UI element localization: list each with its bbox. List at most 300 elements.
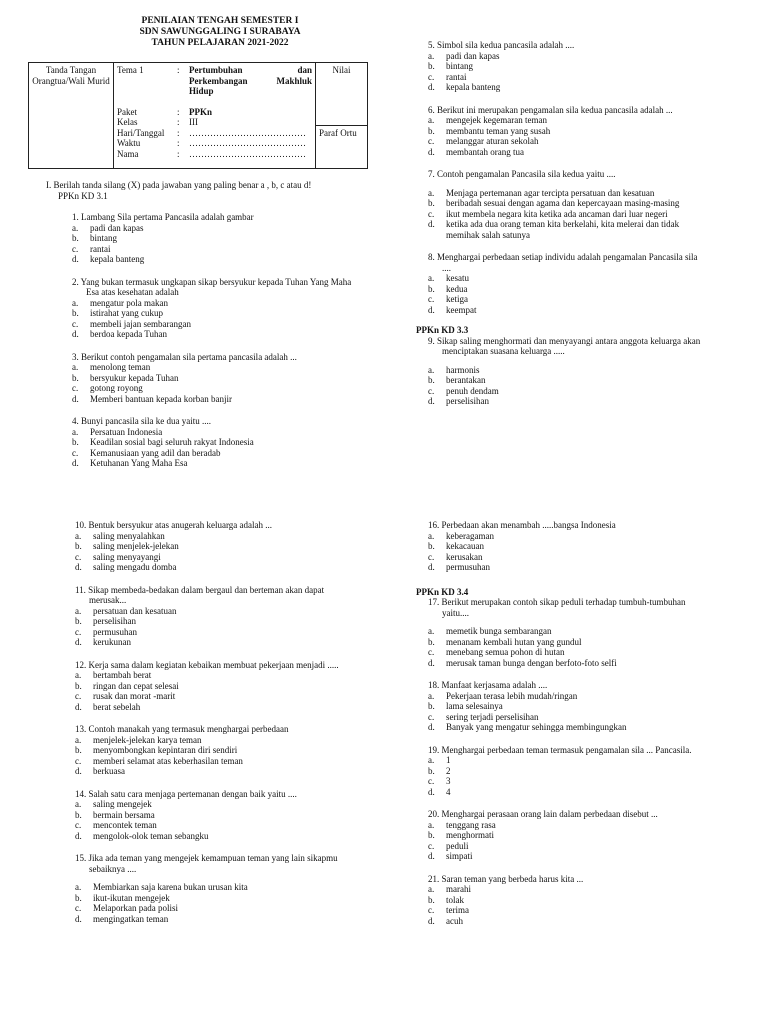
question-text: 8. Menghargai perbedaan setiap individu adalah pengamalan Pancasila sila .... — [428, 252, 698, 273]
question-text: 7. Contoh pengamalan Pancasila sila kedua yaitu .... — [428, 169, 616, 179]
question-text: 1. Lambang Sila pertama Pancasila adalah gambar — [72, 212, 254, 222]
exam-details-cell — [114, 63, 316, 169]
answer-option[interactable] — [75, 799, 363, 810]
answer-option[interactable] — [72, 254, 360, 265]
option-letter: d. — [428, 82, 435, 92]
colon: : — [177, 138, 180, 148]
option-letter: a. — [428, 755, 435, 765]
option-letter: d. — [428, 396, 435, 406]
option-letter: c. — [72, 318, 79, 329]
option-letter: b. — [72, 233, 79, 243]
option-text: permusuhan — [93, 626, 137, 637]
question-text: 12. Kerja sama dalam kegiatan kebaikan membuat pekerjaan menjadi ..... — [75, 659, 339, 670]
option-text: berat sebelah — [93, 701, 141, 712]
answer-option[interactable] — [75, 766, 363, 777]
option-text: persatuan dan kesatuan — [93, 605, 177, 616]
answer-option[interactable] — [72, 362, 360, 373]
option-text: tenggang rasa — [446, 819, 496, 830]
option-letter: b. — [72, 437, 79, 447]
answer-options — [416, 626, 706, 668]
option-text: harmonis — [446, 364, 480, 375]
option-text: perselisihan — [446, 396, 489, 406]
option-text: marahi — [446, 884, 471, 894]
option-letter: d. — [72, 329, 79, 339]
instructions — [46, 180, 376, 201]
header-year: TAHUN PELAJARAN 2021-2022 — [151, 38, 289, 48]
option-letter: b. — [428, 125, 435, 136]
question-item — [60, 416, 360, 469]
kd34-label: PPKn KD 3.4 — [416, 586, 469, 597]
answer-option[interactable] — [428, 562, 706, 573]
answer-option[interactable] — [428, 531, 706, 542]
option-letter: c. — [428, 294, 435, 304]
option-text: berantakan — [446, 375, 486, 385]
answer-option[interactable] — [428, 284, 706, 295]
option-letter: c. — [428, 208, 435, 219]
answer-option[interactable] — [75, 893, 363, 904]
identity-table — [28, 62, 368, 169]
answer-option[interactable] — [428, 386, 706, 397]
answer-option[interactable] — [428, 916, 706, 927]
option-text: bertambah berat — [93, 670, 152, 680]
question-item — [416, 336, 706, 407]
question-text: 6. Berikut ini merupakan pengamalan sila kedua pancasila adalah ... — [428, 104, 673, 115]
paraf-label: Paraf Ortu — [319, 128, 357, 138]
option-text: mengatur pola makan — [90, 297, 168, 308]
instruction-text: I. Berilah tanda silang (X) pada jawaban yang paling benar a , b, c atau d! — [46, 180, 312, 190]
answer-option[interactable] — [72, 373, 360, 384]
answer-option[interactable] — [428, 884, 706, 895]
option-text: Keadilan sosial bagi seluruh rakyat Indonesia — [90, 437, 254, 447]
option-text: 2 — [446, 765, 451, 776]
answer-option[interactable] — [428, 188, 706, 199]
option-letter: b. — [428, 283, 435, 294]
answer-option[interactable] — [428, 766, 706, 777]
option-text: Melaporkan pada polisi — [93, 903, 178, 913]
question-text: 9. Sikap saling menghormati dan menyayangi antara anggota keluarga akan menciptakan suasana keluarga ..... — [428, 335, 701, 356]
answer-option[interactable] — [75, 541, 363, 552]
option-text: simpati — [446, 851, 473, 861]
answer-option[interactable] — [75, 810, 363, 821]
option-text: peduli — [446, 840, 469, 851]
option-text: membantah orang tua — [446, 146, 524, 157]
option-letter: a. — [75, 882, 82, 892]
answer-option[interactable] — [75, 756, 363, 767]
option-letter: b. — [428, 765, 435, 776]
answer-option[interactable] — [428, 895, 706, 906]
option-letter: a. — [72, 297, 79, 308]
header-title: PENILAIAN TENGAH SEMESTER I — [141, 16, 299, 26]
answer-option[interactable] — [428, 198, 706, 209]
hari-key: Hari/Tanggal — [117, 127, 165, 138]
answer-option[interactable] — [428, 115, 706, 126]
option-text: Membiarkan saja karena bukan urusan kita — [93, 882, 248, 892]
question-item — [416, 40, 706, 93]
answer-option[interactable] — [75, 681, 363, 692]
answer-option[interactable] — [428, 712, 706, 723]
option-text: merusak taman bunga dengan berfoto-foto selfi — [446, 657, 617, 668]
left-column-bottom — [63, 520, 363, 924]
option-text: tolak — [446, 894, 464, 905]
option-text: menghormati — [446, 830, 494, 840]
option-letter: a. — [428, 273, 435, 283]
paket-key: Paket — [117, 106, 137, 117]
option-letter: b. — [428, 61, 435, 71]
answer-option[interactable] — [428, 776, 706, 787]
question-item — [63, 853, 363, 924]
answer-option[interactable] — [428, 658, 706, 669]
question-text: 20. Menghargai perasaan orang lain dalam perbedaan disebut ... — [428, 809, 658, 819]
option-text: menebang semua pohon di hutan — [446, 647, 565, 657]
option-text: berdoa kepada Tuhan — [90, 329, 167, 339]
option-text: mengolok-olok teman sebangku — [93, 830, 209, 841]
answer-options — [63, 735, 363, 777]
option-text: kedua — [446, 283, 468, 294]
option-text: kepala banteng — [90, 254, 145, 264]
option-letter: c. — [75, 755, 82, 766]
option-letter: c. — [428, 840, 435, 851]
option-letter: d. — [75, 637, 82, 647]
option-letter: a. — [75, 605, 82, 616]
option-text: 1 — [446, 755, 451, 765]
question-item — [63, 724, 363, 777]
option-letter: c. — [428, 905, 435, 915]
option-text: lama selesainya — [446, 701, 503, 711]
hari-value[interactable]: ………………………………… — [189, 127, 306, 138]
answer-option[interactable] — [72, 448, 360, 459]
option-text: 4 — [446, 786, 451, 797]
answer-option[interactable] — [75, 702, 363, 713]
answer-option[interactable] — [428, 294, 706, 305]
answer-options — [416, 820, 706, 862]
question-item — [416, 597, 706, 668]
option-text: ketika ada dua orang teman kita berkelahi, kita melerai dan tidak memihak salah satunya — [446, 219, 680, 240]
answer-option[interactable] — [428, 701, 706, 712]
option-text: menolong teman — [90, 362, 151, 372]
option-text: keberagaman — [446, 530, 494, 541]
option-letter: a. — [428, 530, 435, 541]
option-text: membantu teman yang susah — [446, 125, 551, 136]
question-item — [63, 520, 363, 573]
option-letter: c. — [75, 903, 82, 913]
option-letter: d. — [428, 786, 435, 797]
answer-option[interactable] — [428, 820, 706, 831]
question-text: 13. Contoh manakah yang termasuk menghargai perbedaan — [75, 724, 289, 734]
option-letter: a. — [428, 115, 435, 125]
option-text: mengingatkan teman — [93, 913, 169, 924]
option-text: kerukunan — [93, 637, 131, 647]
answer-options — [63, 882, 363, 924]
answer-option[interactable] — [72, 308, 360, 319]
option-letter: a. — [75, 530, 82, 541]
question-item — [60, 352, 360, 405]
answer-option[interactable] — [72, 319, 360, 330]
option-text: keempat — [446, 304, 477, 315]
option-letter: a. — [428, 819, 435, 830]
answer-option[interactable] — [75, 903, 363, 914]
option-text: bintang — [90, 233, 117, 243]
answer-option[interactable] — [428, 305, 706, 316]
answer-option[interactable] — [75, 616, 363, 627]
option-letter: a. — [72, 426, 79, 437]
answer-options — [60, 298, 360, 340]
question-text: 21. Saran teman yang berbeda harus kita ... — [428, 873, 584, 884]
option-letter: c. — [428, 776, 435, 786]
answer-option[interactable] — [428, 787, 706, 798]
answer-option[interactable] — [428, 755, 706, 766]
option-text: permusuhan — [446, 562, 490, 572]
option-text: rantai — [90, 243, 111, 254]
option-letter: c. — [428, 551, 435, 562]
option-letter: c. — [72, 383, 79, 393]
answer-option[interactable] — [75, 627, 363, 638]
answer-options — [416, 51, 706, 93]
option-letter: c. — [72, 243, 79, 254]
answer-option[interactable] — [428, 905, 706, 916]
option-letter: b. — [75, 892, 82, 903]
option-letter: c. — [428, 711, 435, 722]
option-text: Menjaga pertemanan agar tercipta persatuan dan kesatuan — [446, 187, 655, 198]
option-text: acuh — [446, 915, 463, 926]
answer-option[interactable] — [75, 745, 363, 756]
option-letter: b. — [428, 894, 435, 905]
answer-option[interactable] — [75, 637, 363, 648]
option-text: kerusakan — [446, 551, 483, 562]
answer-option[interactable] — [72, 394, 360, 405]
option-text: Kemanusiaan yang adil dan beradab — [90, 447, 221, 458]
option-text: kepala banteng — [446, 82, 501, 92]
option-letter: c. — [72, 447, 79, 458]
question-item — [416, 680, 706, 733]
option-text: berkuasa — [93, 766, 125, 776]
answer-option[interactable] — [428, 541, 706, 552]
answer-option[interactable] — [428, 365, 706, 376]
option-text: 3 — [446, 776, 451, 786]
answer-option[interactable] — [75, 831, 363, 842]
answer-option[interactable] — [72, 383, 360, 394]
option-text: istirahat yang cukup — [90, 308, 163, 318]
answer-options — [63, 606, 363, 648]
right-column-bottom — [416, 520, 706, 926]
answer-option[interactable] — [72, 437, 360, 448]
option-text: bintang — [446, 61, 473, 71]
option-text: sering terjadi perselisihan — [446, 711, 539, 722]
answer-option[interactable] — [75, 735, 363, 746]
answer-option[interactable] — [428, 82, 706, 93]
question-item — [416, 252, 706, 315]
left-column-top — [60, 212, 360, 469]
answer-options — [60, 362, 360, 404]
option-letter: c. — [75, 820, 82, 830]
option-text: saling mengadu domba — [93, 562, 177, 572]
kd33-label: PPKn KD 3.3 — [416, 325, 469, 335]
option-letter: d. — [428, 562, 435, 572]
header-school: SDN SAWUNGGALING I SURABAYA — [139, 27, 301, 37]
option-letter: d. — [75, 830, 82, 841]
question-text: 17. Berikut merupakan contoh sikap peduli terhadap tumbuh-tumbuhan yaitu.... — [428, 597, 686, 618]
option-letter: b. — [72, 372, 79, 383]
option-letter: d. — [428, 304, 435, 315]
option-letter: b. — [428, 375, 435, 385]
kd31-label: PPKn KD 3.1 — [58, 190, 108, 201]
answer-option[interactable] — [75, 562, 363, 573]
question-text: 18. Manfaat kerjasama adalah .... — [428, 680, 548, 690]
answer-option[interactable] — [75, 670, 363, 681]
question-text: 3. Berikut contoh pengamalan sila pertama pancasila adalah ... — [72, 351, 297, 362]
nama-value[interactable]: ………………………………… — [189, 148, 306, 159]
answer-option[interactable] — [75, 531, 363, 542]
answer-option[interactable] — [428, 72, 706, 83]
option-letter: d. — [428, 146, 435, 157]
answer-option[interactable] — [428, 61, 706, 72]
option-letter: b. — [72, 308, 79, 318]
answer-option[interactable] — [428, 851, 706, 862]
question-text: 11. Sikap membeda-bedakan dalam bergaul dan berteman akan dapat merusak... — [75, 584, 325, 605]
option-letter: d. — [72, 458, 79, 468]
paraf-cell — [316, 126, 368, 169]
answer-option[interactable] — [428, 126, 706, 137]
answer-option[interactable] — [428, 273, 706, 284]
question-item — [63, 660, 363, 713]
option-letter: a. — [428, 884, 435, 894]
waktu-value[interactable]: ………………………………… — [189, 138, 306, 148]
answer-option[interactable] — [75, 552, 363, 563]
nama-key: Nama — [117, 148, 139, 159]
option-text: Pekerjaan terasa lebih mudah/ringan — [446, 690, 578, 701]
answer-option[interactable] — [72, 329, 360, 340]
option-letter: d. — [428, 722, 435, 732]
answer-option[interactable] — [75, 882, 363, 893]
answer-option[interactable] — [428, 219, 706, 240]
option-letter: d. — [428, 851, 435, 861]
option-letter: d. — [75, 701, 82, 712]
parent-signature-cell — [29, 63, 114, 169]
option-letter: d. — [75, 913, 82, 924]
answer-option[interactable] — [428, 552, 706, 563]
option-letter: a. — [75, 799, 82, 809]
option-text: saling menjelek-jelekan — [93, 541, 179, 551]
option-text: ikut-ikutan mengejek — [93, 892, 170, 903]
option-text: padi dan kapas — [446, 50, 500, 61]
option-letter: b. — [428, 198, 435, 208]
option-letter: a. — [75, 670, 82, 680]
signature-label: Tanda Tangan Orangtua/Wali Murid — [32, 65, 110, 86]
answer-option[interactable] — [75, 914, 363, 925]
option-text: gotong royong — [90, 383, 143, 393]
answer-option[interactable] — [428, 691, 706, 702]
answer-options — [416, 365, 706, 407]
answer-option[interactable] — [428, 722, 706, 733]
answer-option[interactable] — [428, 375, 706, 386]
option-letter: b. — [75, 541, 82, 551]
answer-option[interactable] — [72, 244, 360, 255]
question-item — [60, 212, 360, 265]
question-text: 10. Bentuk bersyukur atas anugerah keluarga adalah ... — [75, 520, 273, 530]
kelas-key: Kelas — [117, 117, 138, 127]
option-text: saling menyayangi — [93, 551, 161, 562]
answer-option[interactable] — [428, 626, 706, 637]
option-letter: c. — [75, 626, 82, 637]
option-text: saling mengejek — [93, 799, 152, 809]
answer-option[interactable] — [428, 830, 706, 841]
answer-option[interactable] — [428, 51, 706, 62]
option-text: menanam kembali hutan yang gundul — [446, 636, 582, 647]
question-item — [416, 745, 706, 798]
answer-option[interactable] — [72, 458, 360, 469]
option-letter: a. — [72, 222, 79, 233]
question-item — [63, 585, 363, 648]
option-letter: a. — [72, 362, 79, 372]
answer-options — [63, 799, 363, 841]
option-letter: d. — [72, 254, 79, 264]
answer-options — [416, 884, 706, 926]
option-letter: c. — [428, 136, 435, 146]
option-text: Persatuan Indonesia — [90, 426, 163, 437]
option-text: menyombongkan kepintaran diri sendiri — [93, 745, 238, 755]
option-letter: a. — [75, 734, 82, 745]
option-text: padi dan kapas — [90, 222, 144, 233]
option-text: Memberi bantuan kepada korban banjir — [90, 393, 232, 404]
option-letter: c. — [428, 71, 435, 82]
answer-option[interactable] — [75, 691, 363, 702]
option-text: bersyukur kepada Tuhan — [90, 372, 179, 383]
colon: : — [177, 117, 180, 127]
option-letter: b. — [75, 809, 82, 820]
answer-options — [416, 691, 706, 733]
right-column-top — [416, 40, 706, 407]
option-letter: d. — [428, 657, 435, 668]
answer-options — [416, 755, 706, 797]
answer-option[interactable] — [75, 820, 363, 831]
answer-option[interactable] — [428, 147, 706, 158]
question-item — [416, 105, 706, 158]
answer-option[interactable] — [72, 427, 360, 438]
answer-option[interactable] — [428, 637, 706, 648]
option-text: memberi selamat atas keberhasilan teman — [93, 755, 243, 766]
option-letter: b. — [75, 680, 82, 691]
answer-options — [63, 531, 363, 573]
option-letter: c. — [428, 385, 435, 396]
option-letter: b. — [428, 541, 435, 551]
option-letter: b. — [75, 616, 82, 626]
answer-option[interactable] — [72, 223, 360, 234]
answer-option[interactable] — [75, 606, 363, 617]
answer-option[interactable] — [428, 841, 706, 852]
colon: : — [177, 127, 180, 138]
option-text: ringan dan cepat selesai — [93, 680, 179, 691]
option-letter: d. — [75, 766, 82, 776]
answer-option[interactable] — [72, 298, 360, 309]
waktu-key: Waktu — [117, 138, 141, 148]
answer-option[interactable] — [428, 136, 706, 147]
option-text: rusak dan morat -marit — [93, 691, 176, 701]
answer-option[interactable] — [428, 396, 706, 407]
nilai-label: Nilai — [332, 65, 351, 75]
paket-value: PPKn — [189, 106, 213, 117]
answer-option[interactable] — [72, 233, 360, 244]
question-text: 14. Salah satu cara menjaga pertemanan dengan baik yaitu .... — [75, 788, 297, 799]
answer-option[interactable] — [428, 209, 706, 220]
tema-key: Tema 1 — [117, 65, 144, 75]
option-text: mengejek kegemaran teman — [446, 115, 547, 125]
option-text: menjelek-jelekan karya teman — [93, 734, 202, 745]
option-text: perselisihan — [93, 616, 136, 626]
answer-options — [416, 115, 706, 157]
nilai-cell — [316, 63, 368, 126]
answer-options — [416, 273, 706, 315]
answer-option[interactable] — [428, 647, 706, 658]
question-text: 15. Jika ada teman yang mengejek kemampuan teman yang lain sikapmu sebaiknya .... — [75, 853, 338, 874]
